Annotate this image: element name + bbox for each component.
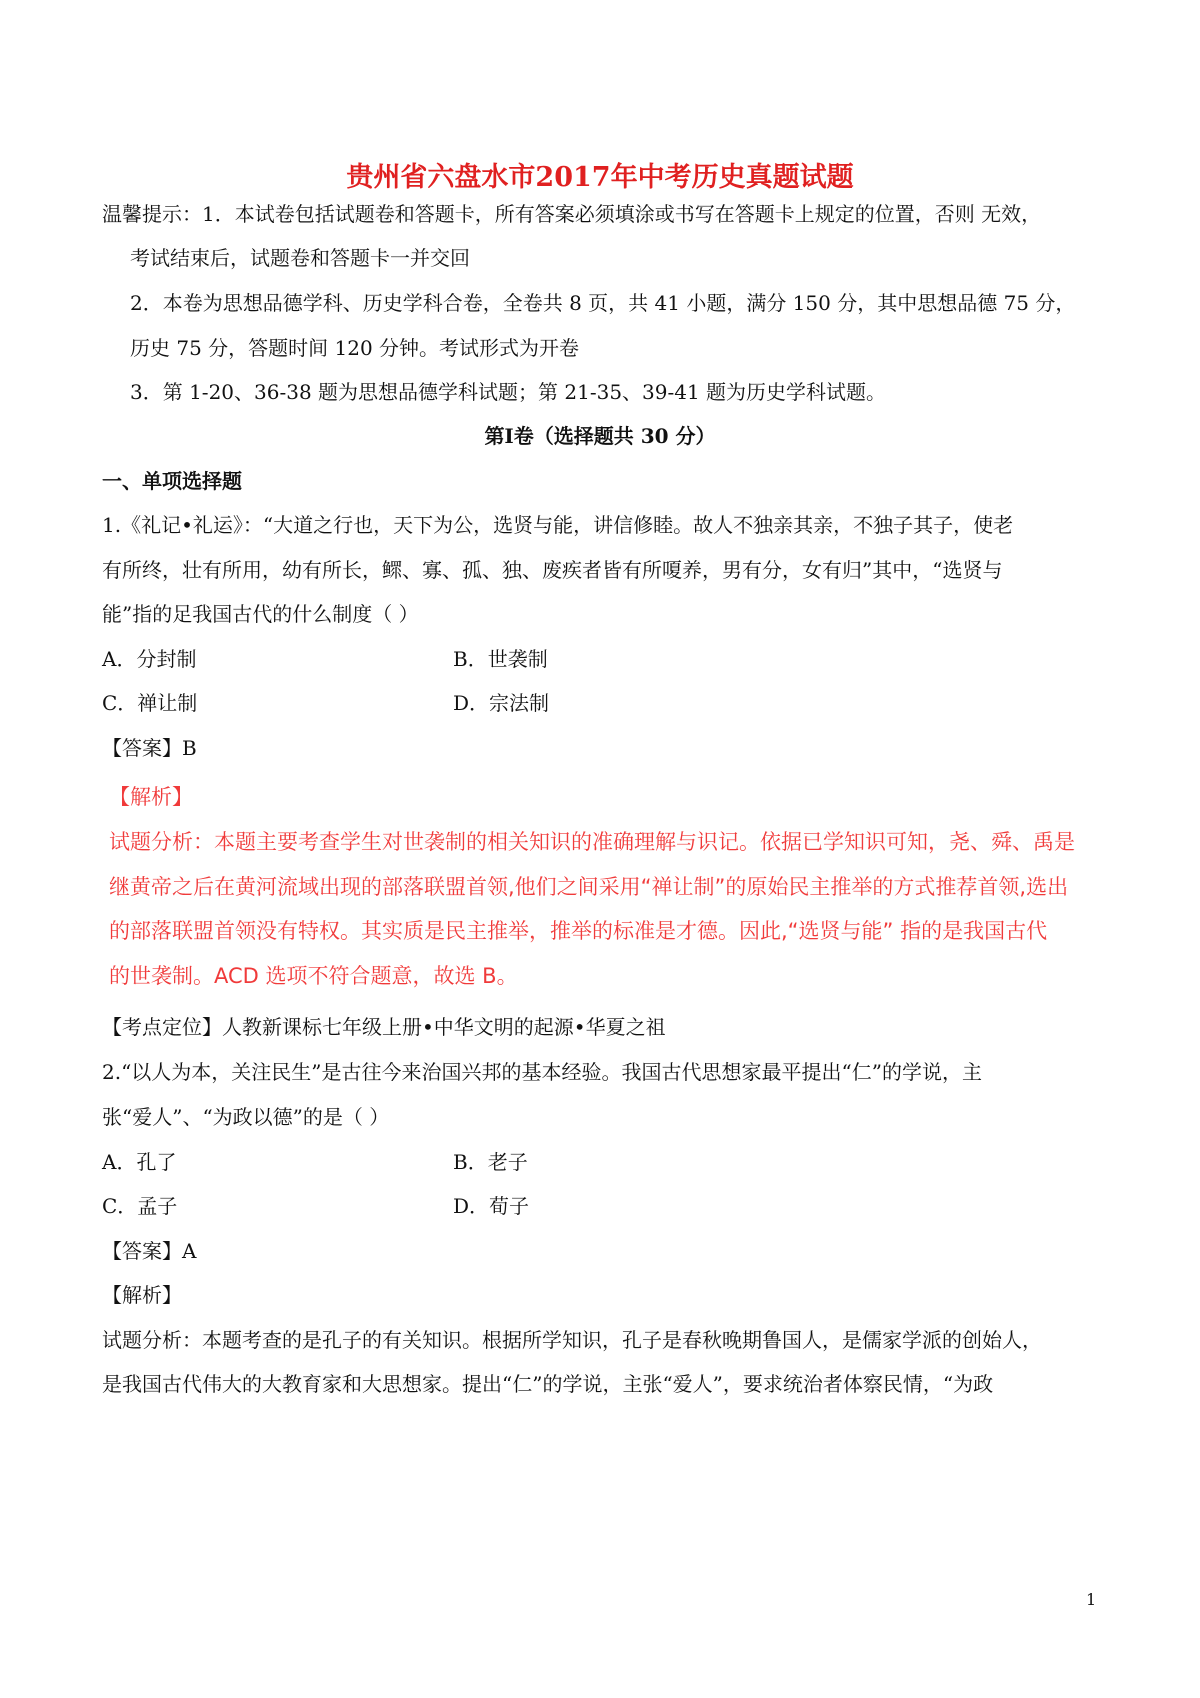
notice-line-5: 3．第 1-20、36-38 题为思想品德学科试题；第 21-35、39-41 题为历史学科试题。 bbox=[130, 380, 887, 404]
q1-answer: 【答案】B bbox=[102, 736, 197, 760]
q2-option-a: A．孔了 bbox=[102, 1150, 177, 1174]
q2-answer: 【答案】A bbox=[102, 1239, 197, 1263]
notice-line-3: 2．本卷为思想品德学科、历史学科合卷，全卷共 8 页，共 41 小题，满分 150 分，其中思想品德 75 分， bbox=[130, 291, 1076, 315]
q1-stem-line-3: 能”指的足我国古代的什么制度（ ） bbox=[102, 602, 419, 626]
q1-stem-line-1: 1.《礼记•礼运》：“大道之行也，天下为公，选贤与能，讲信修睦。故人不独亲其亲，不独子其子，使老 bbox=[102, 513, 1014, 537]
q2-option-b: B．老子 bbox=[453, 1150, 528, 1174]
notice-line-4: 历史 75 分，答题时间 120 分钟。考试形式为开卷 bbox=[130, 336, 580, 360]
q1-analysis-label: 【解析】 bbox=[109, 785, 193, 809]
notice-line-2: 考试结束后，试题卷和答题卡一并交回 bbox=[130, 246, 470, 270]
q2-analysis-line-2: 是我国古代伟大的大教育家和大思想家。提出“仁”的学说，主张“爱人”，要求统治者体察民情，“为政 bbox=[102, 1372, 994, 1396]
q1-option-a: A．分封制 bbox=[102, 647, 197, 671]
notice-line-1: 温馨提示：1．本试卷包括试题卷和答题卡，所有答案必须填涂或书写在答题卡上规定的位置，否则 无效， bbox=[102, 202, 1042, 226]
q2-stem-line-1: 2.“以人为本，关注民生”是古往今来治国兴邦的基本经验。我国古代思想家最平提出“仁”的学说，主 bbox=[102, 1060, 982, 1084]
page-title: 贵州省六盘水市2017年中考历史真题试题 bbox=[346, 162, 854, 193]
q1-analysis-line-3: 的部落联盟首领没有特权。其实质是民主推举，推举的标准是才德。因此,“选贤与能” 指的是我国古代 bbox=[109, 919, 1048, 943]
q1-analysis-line-1: 试题分析：本题主要考查学生对世袭制的相关知识的准确理解与识记。依据已学知识可知，尧、舜、禹是 bbox=[109, 830, 1075, 854]
q1-option-c: C．禅让制 bbox=[102, 691, 198, 715]
q1-stem-line-2: 有所终，壮有所用，幼有所长，鳏、寡、孤、独、废疾者皆有所嗄养，男有分，女有归”其中，“选贤与 bbox=[102, 558, 1003, 582]
q2-analysis-line-1: 试题分析：本题考查的是孔子的有关知识。根据所学知识，孔子是春秋晚期鲁国人，是儒家学派的创始人， bbox=[102, 1328, 1042, 1352]
q1-analysis-line-2: 继黄帝之后在黄河流域出现的部落联盟首领,他们之间采用“禅让制”的原始民主推举的方式推荐首领,选出 bbox=[109, 875, 1069, 899]
q2-option-d: D．荀子 bbox=[453, 1194, 530, 1218]
q1-option-d: D．宗法制 bbox=[453, 691, 550, 715]
q1-option-b: B．世袭制 bbox=[453, 647, 548, 671]
q1-kaodian: 【考点定位】人教新课标七年级上册•中华文明的起源•华夏之祖 bbox=[102, 1015, 666, 1039]
q2-option-c: C．孟子 bbox=[102, 1194, 178, 1218]
q2-analysis-label: 【解析】 bbox=[102, 1283, 182, 1307]
page-number: 1 bbox=[1086, 1590, 1097, 1609]
q2-stem-line-2: 张“爱人”、“为政以德”的是（ ） bbox=[102, 1105, 390, 1129]
part-title: 一、单项选择题 bbox=[102, 469, 242, 493]
q1-analysis-line-4: 的世袭制。ACD 选项不符合题意，故选 B。 bbox=[109, 964, 518, 988]
section-title: 第Ⅰ卷（选择题共 30 分） bbox=[484, 424, 716, 448]
